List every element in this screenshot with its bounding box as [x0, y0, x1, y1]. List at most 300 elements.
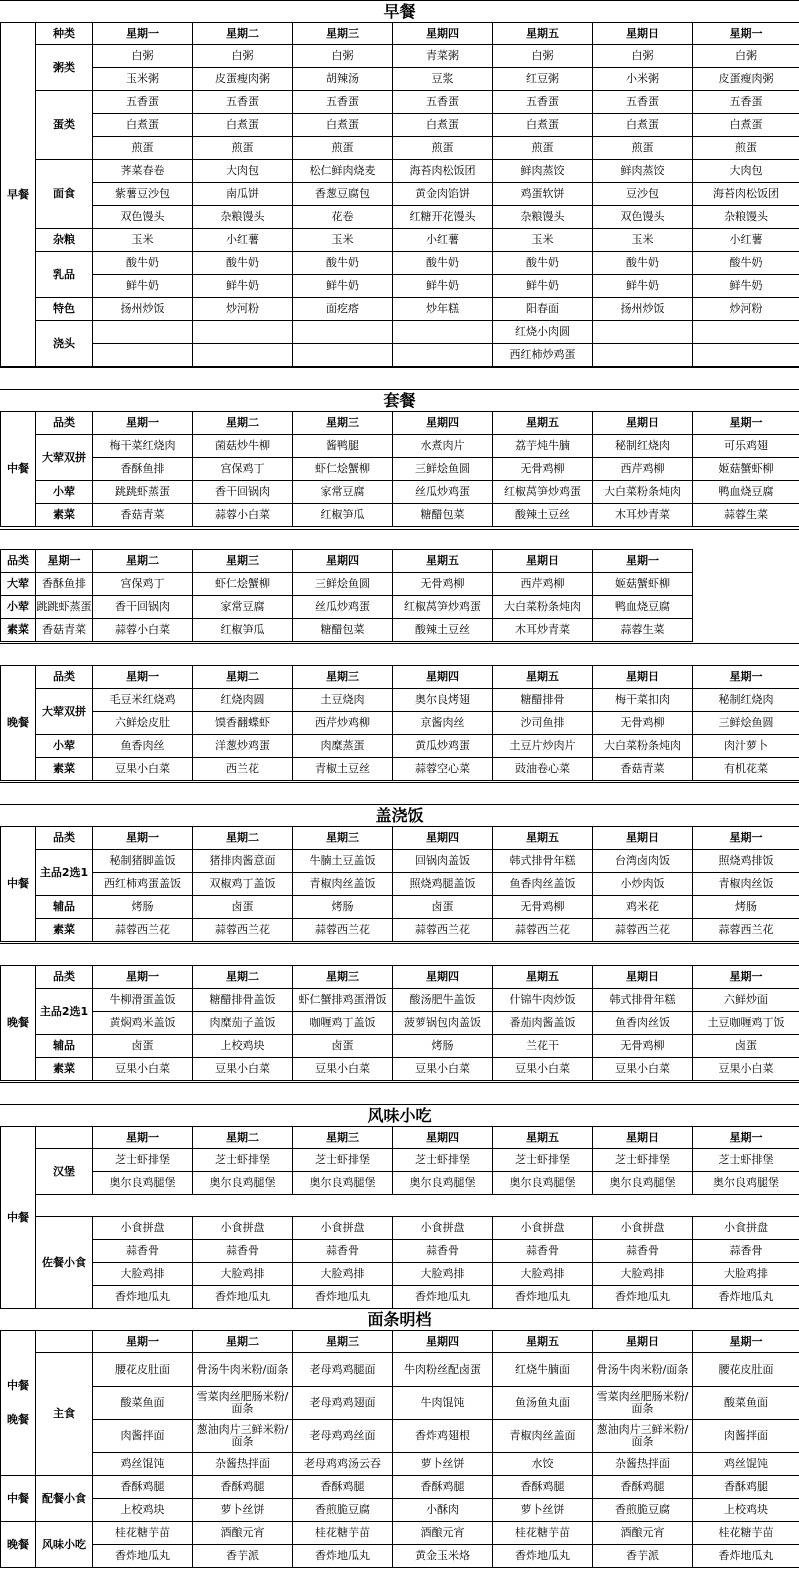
- menu-item: 小红薯: [693, 229, 799, 252]
- menu-item: 烤肠: [393, 1035, 493, 1058]
- menu-item: 小炒肉饭: [593, 873, 693, 896]
- section-title: 盖浇饭: [0, 805, 799, 827]
- menu-item: 木耳炒青菜: [593, 504, 693, 527]
- menu-item: 肉糜蒸蛋: [293, 735, 393, 758]
- menu-item: 五香蛋: [693, 91, 799, 114]
- menu-item: 黄金肉馅饼: [393, 183, 493, 206]
- menu-item: 香煎脆豆腐: [293, 1499, 393, 1522]
- menu-item: 五香蛋: [193, 91, 293, 114]
- day-header: 星期五: [393, 550, 493, 573]
- menu-item: 奥尔良鸡腿堡: [293, 1172, 393, 1195]
- menu-item: 老母鸡鸡汤云吞: [293, 1453, 393, 1476]
- menu-item: 蒜蓉西兰花: [93, 919, 193, 942]
- menu-item: 香酥鸡腿: [293, 1476, 393, 1499]
- menu-item: 宫保鸡丁: [193, 458, 293, 481]
- menu-item: 青椒肉丝饭: [693, 873, 799, 896]
- menu-item: 虾仁烩蟹柳: [293, 458, 393, 481]
- menu-item: 桂花糖芋苗: [93, 1522, 193, 1545]
- menu-table: [0, 549, 799, 642]
- menu-item: 鲜肉蒸饺: [593, 160, 693, 183]
- menu-item: 肉酱拌面: [93, 1420, 193, 1453]
- menu-item: 鸭血烧豆腐: [593, 596, 693, 619]
- menu-item: 蒜香骨: [593, 1240, 693, 1263]
- menu-item: 菠萝锅包肉盖饭: [393, 1012, 493, 1035]
- menu-table: [0, 804, 799, 827]
- category-header: 品类: [36, 666, 93, 689]
- menu-item: 芝士虾排堡: [293, 1149, 393, 1172]
- menu-item: 豆果小白菜: [193, 1058, 293, 1081]
- menu-item: 小食拼盘: [193, 1217, 293, 1240]
- menu-item: [693, 321, 799, 344]
- day-header: 星期二: [193, 966, 293, 989]
- menu-item: 西芹炒鸡柳: [293, 712, 393, 735]
- day-header: 星期五: [493, 966, 593, 989]
- menu-item: 大脸鸡排: [293, 1263, 393, 1286]
- category-label: 特色: [36, 298, 93, 321]
- meal-label: 中餐: [1, 1476, 36, 1522]
- menu-item: 卤蛋: [693, 1035, 799, 1058]
- meal-label-lunch: 中餐: [7, 1379, 29, 1392]
- day-header: 星期一: [693, 23, 799, 45]
- menu-item: 白粥: [193, 45, 293, 68]
- menu-item: 小酥肉: [393, 1499, 493, 1522]
- menu-item: 紫薯豆沙包: [93, 183, 193, 206]
- menu-item: 鸡蛋软饼: [493, 183, 593, 206]
- menu-item: 大脸鸡排: [493, 1263, 593, 1286]
- menu-item: 酸牛奶: [693, 252, 799, 275]
- meal-label: 早餐: [1, 23, 36, 367]
- menu-item: 炒河粉: [693, 298, 799, 321]
- menu-item: 上校鸡块: [93, 1499, 193, 1522]
- menu-item: 杂粮馒头: [193, 206, 293, 229]
- menu-item: 大肉包: [693, 160, 799, 183]
- menu-item: 照烧鸡腿盖饭: [393, 873, 493, 896]
- menu-item: 家常豆腐: [193, 596, 293, 619]
- menu-item: 香芋派: [193, 1545, 293, 1568]
- day-header: 星期日: [593, 412, 693, 435]
- day-header: 星期日: [593, 966, 693, 989]
- menu-item: 香煎脆豆腐: [593, 1499, 693, 1522]
- menu-item: 豉油卷心菜: [493, 758, 593, 781]
- menu-item: 跳跳虾蒸蛋: [93, 481, 193, 504]
- menu-item: 白粥: [493, 45, 593, 68]
- menu-item: 萝卜丝饼: [193, 1499, 293, 1522]
- menu-item: 炒河粉: [193, 298, 293, 321]
- day-header: 星期二: [193, 827, 293, 850]
- day-header: 星期四: [393, 966, 493, 989]
- menu-item: 皮蛋瘦肉粥: [193, 68, 293, 91]
- menu-table: [0, 1104, 799, 1127]
- menu-item: 香炸地瓜丸: [593, 1286, 693, 1309]
- menu-item: 老母鸡鸡翅面: [293, 1387, 393, 1420]
- menu-item: 煎蛋: [493, 137, 593, 160]
- menu-item: 红糖开花馒头: [393, 206, 493, 229]
- category-label: 辅品: [36, 896, 93, 919]
- menu-item: 西兰花: [193, 758, 293, 781]
- menu-table: [0, 1330, 799, 1568]
- menu-item: 毛豆米红烧鸡: [93, 689, 193, 712]
- menu-item: 青椒土豆丝: [293, 758, 393, 781]
- day-header: 星期一: [93, 966, 193, 989]
- menu-item: 红椒莴笋炒鸡蛋: [393, 596, 493, 619]
- menu-item: 猪排肉酱意面: [193, 850, 293, 873]
- menu-item: 丝瓜炒鸡蛋: [293, 596, 393, 619]
- menu-item: 奥尔良鸡腿堡: [193, 1172, 293, 1195]
- menu-item: 肉汁萝卜: [693, 735, 799, 758]
- menu-item: 牛肉粉丝配卤蛋: [393, 1353, 493, 1387]
- menu-item: [193, 321, 293, 344]
- day-header: 星期一: [693, 1331, 799, 1353]
- menu-item: 肉糜茄子盖饭: [193, 1012, 293, 1035]
- menu-item: 白粥: [93, 45, 193, 68]
- menu-item: 小食拼盘: [493, 1217, 593, 1240]
- menu-item: 土豆片炒肉片: [493, 735, 593, 758]
- category-header: 品类: [1, 550, 36, 573]
- menu-table: [0, 965, 799, 1081]
- menu-item: 小食拼盘: [393, 1217, 493, 1240]
- day-header: 星期一: [93, 827, 193, 850]
- category-label: 主品2选1: [36, 989, 93, 1035]
- menu-item: 鸡丝馄饨: [93, 1453, 193, 1476]
- category-label: 素菜: [36, 919, 93, 942]
- day-header: 星期四: [393, 412, 493, 435]
- menu-item: 青菜粥: [393, 45, 493, 68]
- meal-label: 中餐: [1, 827, 36, 942]
- menu-item: 鲜牛奶: [93, 275, 193, 298]
- menu-item: 秘制红烧肉: [593, 435, 693, 458]
- menu-item: 大脸鸡排: [393, 1263, 493, 1286]
- menu-item: 香炸地瓜丸: [293, 1286, 393, 1309]
- day-header: 星期四: [393, 827, 493, 850]
- category-label: 小荤: [36, 481, 93, 504]
- category-label: 主食: [36, 1353, 93, 1476]
- menu-item: 酸牛奶: [293, 252, 393, 275]
- menu-item: 南瓜饼: [193, 183, 293, 206]
- menu-item: 牛肉馄饨: [393, 1387, 493, 1420]
- menu-item: 皮蛋瘦肉粥: [693, 68, 799, 91]
- menu-item: 杂酱热拌面: [593, 1453, 693, 1476]
- menu-item: 煎蛋: [693, 137, 799, 160]
- menu-table: [0, 411, 799, 527]
- menu-item: 姬菇蟹虾柳: [693, 458, 799, 481]
- day-header: 星期三: [293, 1127, 393, 1149]
- menu-item: 姬菇蟹虾柳: [593, 573, 693, 596]
- menu-item: 无骨鸡柳: [493, 458, 593, 481]
- day-header: 星期一: [693, 827, 799, 850]
- section-title: 面条明档: [0, 1309, 799, 1331]
- menu-item: 番茄肉酱盖饭: [493, 1012, 593, 1035]
- menu-item: 秘制猪脚盖饭: [93, 850, 193, 873]
- menu-item: [593, 321, 693, 344]
- menu-item: 香炸地瓜丸: [493, 1286, 593, 1309]
- menu-item: 老母鸡鸡丝面: [293, 1420, 393, 1453]
- menu-item: 老母鸡鸡腿面: [293, 1353, 393, 1387]
- menu-item: 香酥鸡腿: [593, 1476, 693, 1499]
- menu-item: 可乐鸡翅: [693, 435, 799, 458]
- menu-item: 酒酿元宵: [393, 1522, 493, 1545]
- menu-item: 酸辣土豆丝: [393, 619, 493, 642]
- category-label: 配餐小食: [36, 1476, 93, 1522]
- menu-item: 三鲜烩鱼圆: [693, 712, 799, 735]
- menu-item: 白煮蛋: [693, 114, 799, 137]
- menu-item: 香菇青菜: [93, 504, 193, 527]
- menu-item: 炒年糕: [393, 298, 493, 321]
- menu-item: 鸡丝馄饨: [693, 1453, 799, 1476]
- day-header: 星期一: [693, 1127, 799, 1149]
- meal-label: 中餐: [1, 412, 36, 527]
- day-header: 星期三: [293, 412, 393, 435]
- category-header: [36, 1127, 93, 1149]
- menu-item: 香菇青菜: [593, 758, 693, 781]
- menu-item: 小食拼盘: [593, 1217, 693, 1240]
- menu-item: 梅干菜扣肉: [593, 689, 693, 712]
- menu-item: 双色馒头: [593, 206, 693, 229]
- menu-item: 红烧牛腩面: [493, 1353, 593, 1387]
- menu-item: 烤肠: [693, 896, 799, 919]
- menu-item: 酸牛奶: [493, 252, 593, 275]
- menu-table: [0, 1308, 799, 1331]
- menu-item: 五香蛋: [593, 91, 693, 114]
- menu-item: 蒜香骨: [93, 1240, 193, 1263]
- category-label: 面食: [36, 160, 93, 229]
- menu-item: 大脸鸡排: [593, 1263, 693, 1286]
- menu-item: 骨汤牛肉米粉/面条: [593, 1353, 693, 1387]
- menu-item: 红椒笋瓜: [193, 619, 293, 642]
- menu-item: 香葱豆腐包: [293, 183, 393, 206]
- menu-item: 大白菜粉条炖肉: [593, 481, 693, 504]
- menu-item: 西红柿鸡蛋盖饭: [93, 873, 193, 896]
- section-title: 早餐: [0, 1, 799, 23]
- menu-item: 荔芋炖牛腩: [493, 435, 593, 458]
- menu-item: 豆果小白菜: [593, 1058, 693, 1081]
- day-header: 星期五: [493, 666, 593, 689]
- menu-item: 无骨鸡柳: [593, 712, 693, 735]
- day-header: 星期一: [93, 412, 193, 435]
- menu-item: 蒜蓉生菜: [593, 619, 693, 642]
- menu-table: [0, 826, 799, 942]
- menu-item: 木耳炒青菜: [493, 619, 593, 642]
- meal-label: 晚餐: [1, 966, 36, 1081]
- menu-item: 豆果小白菜: [393, 1058, 493, 1081]
- menu-item: 白粥: [293, 45, 393, 68]
- meal-label-dinner: 晚餐: [7, 1413, 29, 1426]
- menu-item: 水煮肉片: [393, 435, 493, 458]
- menu-item: 豆果小白菜: [93, 758, 193, 781]
- menu-item: 青椒肉丝盖面: [493, 1420, 593, 1453]
- menu-item: 奥尔良鸡腿堡: [93, 1172, 193, 1195]
- category-label: 小荤: [36, 735, 93, 758]
- menu-item: 梅干菜红烧肉: [93, 435, 193, 458]
- day-header: 星期二: [193, 23, 293, 45]
- category-label: 大荤: [1, 573, 36, 596]
- menu-item: 馍香翻蝶虾: [193, 712, 293, 735]
- category-label: 粥类: [36, 45, 93, 91]
- menu-item: 大脸鸡排: [93, 1263, 193, 1286]
- menu-item: 香炸地瓜丸: [393, 1286, 493, 1309]
- meal-label: 中餐: [1, 1127, 36, 1309]
- menu-item: 蒜蓉小白菜: [93, 619, 193, 642]
- menu-item: 腰花皮肚面: [93, 1353, 193, 1387]
- category-label: 大荤双拼: [36, 435, 93, 481]
- menu-item: 香酥鱼排: [93, 458, 193, 481]
- day-header: 星期一: [693, 412, 799, 435]
- menu-item: 卤蛋: [393, 896, 493, 919]
- menu-table: [0, 22, 799, 367]
- menu-item: 沙司鱼排: [493, 712, 593, 735]
- menu-item: 黄焖鸡米盖饭: [93, 1012, 193, 1035]
- menu-item: 雪菜肉丝肥肠米粉/面条: [593, 1387, 693, 1420]
- category-label: 辅品: [36, 1035, 93, 1058]
- menu-item: 牛腩土豆盖饭: [293, 850, 393, 873]
- menu-item: 双椒鸡丁盖饭: [193, 873, 293, 896]
- menu-item: 蒜蓉西兰花: [593, 919, 693, 942]
- menu-item: 煎蛋: [293, 137, 393, 160]
- menu-item: 扬州炒饭: [93, 298, 193, 321]
- menu-item: 蒜蓉生菜: [693, 504, 799, 527]
- menu-item: 鲜肉蒸饺: [493, 160, 593, 183]
- menu-item: 花卷: [293, 206, 393, 229]
- menu-item: 蒜蓉西兰花: [693, 919, 799, 942]
- menu-item: 五香蛋: [393, 91, 493, 114]
- menu-item: 杂粮馒头: [493, 206, 593, 229]
- menu-item: 奥尔良鸡腿堡: [393, 1172, 493, 1195]
- category-header: 种类: [36, 23, 93, 45]
- menu-item: 豆浆: [393, 68, 493, 91]
- menu-item: 玉米: [293, 229, 393, 252]
- menu-item: 菌菇炒牛柳: [193, 435, 293, 458]
- menu-item: 桂花糖芋苗: [693, 1522, 799, 1545]
- meal-label: 晚餐: [1, 1522, 36, 1568]
- menu-item: 香芋派: [593, 1545, 693, 1568]
- menu-item: 小米粥: [593, 68, 693, 91]
- menu-item: 鲜牛奶: [593, 275, 693, 298]
- menu-item: 面疙瘩: [293, 298, 393, 321]
- menu-item: 牛柳滑蛋盖饭: [93, 989, 193, 1012]
- menu-item: 糖醋排骨: [493, 689, 593, 712]
- menu-item: 蒜香骨: [193, 1240, 293, 1263]
- menu-item: [393, 321, 493, 344]
- menu-item: 芝士虾排堡: [393, 1149, 493, 1172]
- menu-item: 香干回锅肉: [93, 596, 193, 619]
- menu-item: 扬州炒饭: [593, 298, 693, 321]
- menu-item: 无骨鸡柳: [393, 573, 493, 596]
- day-header: 星期三: [293, 23, 393, 45]
- spacer-row: [0, 782, 799, 805]
- menu-item: 白粥: [593, 45, 693, 68]
- menu-item: 白煮蛋: [93, 114, 193, 137]
- category-label: 小荤: [1, 596, 36, 619]
- menu-item: 糖醋包菜: [393, 504, 493, 527]
- category-header: 品类: [36, 412, 93, 435]
- menu-item: 丝瓜炒鸡蛋: [393, 481, 493, 504]
- menu-item: 鲜牛奶: [193, 275, 293, 298]
- menu-table: [0, 1126, 799, 1309]
- day-header: 星期一: [93, 1127, 193, 1149]
- menu-item: 卤蛋: [193, 896, 293, 919]
- menu-item: 卤蛋: [293, 1035, 393, 1058]
- menu-item: 糖醋包菜: [293, 619, 393, 642]
- menu-item: 红椒笋瓜: [293, 504, 393, 527]
- day-header: 星期五: [493, 827, 593, 850]
- menu-item: 雪菜肉丝肥肠米粉/面条: [193, 1387, 293, 1420]
- menu-item: 香炸地瓜丸: [493, 1545, 593, 1568]
- menu-item: 无骨鸡柳: [593, 1035, 693, 1058]
- menu-item: 酸菜鱼面: [93, 1387, 193, 1420]
- category-label: 素菜: [36, 758, 93, 781]
- menu-item: 煎蛋: [93, 137, 193, 160]
- menu-item: 水饺: [493, 1453, 593, 1476]
- day-header: 星期四: [293, 550, 393, 573]
- category-label: 主品2选1: [36, 850, 93, 896]
- day-header: 星期四: [393, 1127, 493, 1149]
- day-header: 星期五: [493, 1331, 593, 1353]
- menu-item: 荠菜春卷: [93, 160, 193, 183]
- day-header: 星期五: [493, 1127, 593, 1149]
- menu-item: 台湾卤肉饭: [593, 850, 693, 873]
- menu-item: 小红薯: [393, 229, 493, 252]
- menu-item: 蒜蓉西兰花: [193, 919, 293, 942]
- menu-item: 白煮蛋: [293, 114, 393, 137]
- menu-item: 小食拼盘: [293, 1217, 393, 1240]
- day-header: 星期日: [593, 23, 693, 45]
- menu-item: 玉米: [93, 229, 193, 252]
- category-label: 素菜: [1, 619, 36, 642]
- menu-item: 照烧鸡排饭: [693, 850, 799, 873]
- menu-item: 红烧小肉圆: [493, 321, 593, 344]
- day-header: 星期二: [193, 666, 293, 689]
- menu-item: 香酥鸡腿: [393, 1476, 493, 1499]
- menu-item: [293, 344, 393, 367]
- day-header: 星期一: [693, 966, 799, 989]
- menu-item: 白煮蛋: [193, 114, 293, 137]
- menu-item: 青椒肉丝盖饭: [293, 873, 393, 896]
- menu-item: 酸辣土豆丝: [493, 504, 593, 527]
- menu-item: 腰花皮肚面: [693, 1353, 799, 1387]
- menu-item: 白粥: [693, 45, 799, 68]
- menu-item: 大脸鸡排: [693, 1263, 799, 1286]
- menu-item: 鱼香肉丝饭: [593, 1012, 693, 1035]
- menu-item: 西芹鸡柳: [593, 458, 693, 481]
- menu-item: 三鲜烩鱼圆: [393, 458, 493, 481]
- menu-item: 土豆咖喱鸡丁饭: [693, 1012, 799, 1035]
- menu-item: 酒酿元宵: [193, 1522, 293, 1545]
- day-header: 星期三: [293, 1331, 393, 1353]
- menu-item: 大肉包: [193, 160, 293, 183]
- menu-item: 鲜牛奶: [293, 275, 393, 298]
- day-header: 星期日: [593, 1127, 693, 1149]
- menu-item: 什锦牛肉炒饭: [493, 989, 593, 1012]
- menu-item: 有机花菜: [693, 758, 799, 781]
- menu-item: 香炸地瓜丸: [293, 1545, 393, 1568]
- menu-item: 双色馒头: [93, 206, 193, 229]
- day-header: 星期一: [36, 550, 93, 573]
- category-label: 大荤双拼: [36, 689, 93, 735]
- category-label: 风味小吃: [36, 1522, 93, 1568]
- menu-item: 鲜牛奶: [693, 275, 799, 298]
- menu-item: 白煮蛋: [593, 114, 693, 137]
- spacer-cell: [36, 1195, 799, 1217]
- menu-item: 蒜蓉西兰花: [393, 919, 493, 942]
- menu-table: [0, 665, 799, 781]
- menu-item: 蒜蓉小白菜: [193, 504, 293, 527]
- category-label: 浇头: [36, 321, 93, 367]
- day-header: 星期二: [193, 412, 293, 435]
- day-header: 星期三: [293, 666, 393, 689]
- menu-item: 蒜香骨: [693, 1240, 799, 1263]
- day-header: 星期四: [393, 23, 493, 45]
- menu-item: 烤肠: [293, 896, 393, 919]
- menu-item: 杂酱热拌面: [193, 1453, 293, 1476]
